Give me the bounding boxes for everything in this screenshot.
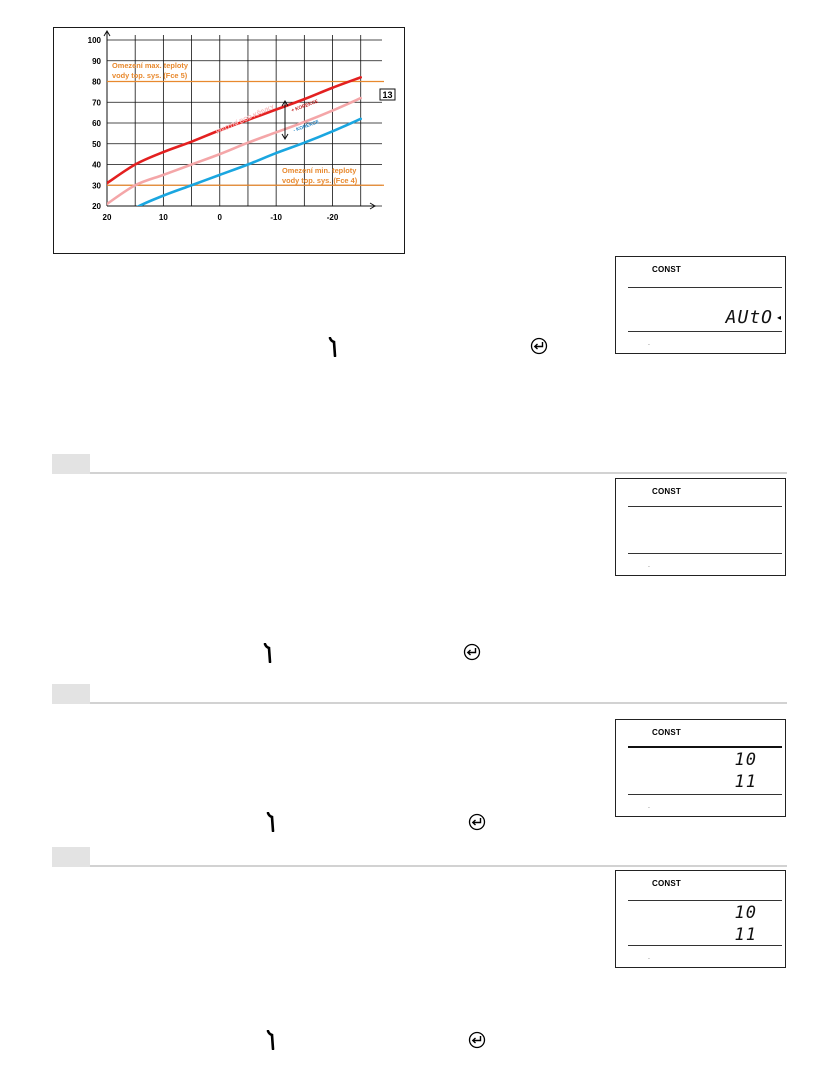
y-tick-label: 60 (92, 119, 101, 128)
display-const-label: CONST (652, 728, 681, 737)
display-divider (628, 506, 782, 507)
x-tick-label: -20 (326, 213, 339, 222)
wrench-icon (266, 812, 278, 832)
section-divider (52, 847, 787, 867)
wrench-icon (263, 643, 275, 663)
display-value-1: 10 (734, 750, 757, 770)
lcd-display-2 (615, 478, 786, 576)
display-value-1: 10 (734, 903, 757, 923)
display-divider (628, 553, 782, 554)
x-tick-label: -10 (270, 213, 282, 222)
min-limit-label-2: vody top. sys. (Fce 4) (282, 176, 358, 185)
figure-number-label: 13 (382, 90, 393, 100)
x-tick-label: 0 (217, 213, 222, 222)
y-tick-label: 90 (92, 56, 101, 66)
max-limit-label-1: Omezení max. teploty (112, 61, 188, 70)
section-rule (90, 865, 787, 867)
display-dot: . (648, 803, 650, 810)
y-tick-label: 30 (92, 181, 101, 191)
display-const-label: CONST (652, 265, 681, 274)
enter-icon (463, 643, 481, 661)
section-rule (90, 472, 787, 474)
display-divider (628, 900, 782, 901)
min-limit-label-1: Omezení min. teploty (282, 166, 357, 175)
display-const-label: CONST (652, 487, 681, 496)
display-divider (628, 331, 782, 332)
section-tab (52, 684, 90, 704)
lcd-display-4 (615, 870, 786, 968)
display-dot: . (648, 954, 650, 961)
y-tick-label: 20 (92, 202, 101, 211)
y-tick-label: 100 (87, 36, 101, 45)
arrow-left-icon: ◂ (776, 313, 781, 322)
section-rule (90, 702, 787, 704)
max-limit-label-2: vody top. sys. (Fce 5) (112, 71, 188, 80)
curves-group (107, 77, 361, 226)
lcd-display-1 (615, 256, 786, 354)
section-divider (52, 454, 787, 474)
y-tick-label: 40 (92, 160, 101, 170)
display-value-2: 11 (734, 772, 757, 792)
display-divider (628, 287, 782, 288)
x-tick-label: 20 (102, 213, 112, 222)
minus-correction-label: - KOREKCE (292, 119, 320, 134)
plus-correction-label: + KOREKCE (290, 99, 320, 114)
wrench-icon (266, 1030, 278, 1050)
section-divider (52, 684, 787, 704)
section-tab (52, 454, 90, 474)
section-tab (52, 847, 90, 867)
enter-icon (530, 337, 548, 355)
curve-series-2 (107, 98, 361, 204)
enter-icon (468, 1031, 486, 1049)
chart-svg (54, 28, 406, 255)
lcd-display-3 (615, 719, 786, 817)
display-dot: . (648, 562, 650, 569)
display-divider (628, 794, 782, 795)
y-tick-label: 80 (92, 77, 101, 87)
display-divider (628, 945, 782, 946)
wrench-icon (328, 337, 340, 357)
enter-icon (468, 813, 486, 831)
display-divider (628, 746, 782, 748)
pivot-label: PIVOTNÍ BOD KŘIVKY (215, 104, 276, 136)
display-dot: . (648, 340, 650, 347)
y-tick-label: 70 (92, 98, 101, 108)
display-value: AUtO (725, 307, 773, 328)
y-tick-label: 50 (92, 139, 101, 149)
display-const-label: CONST (652, 879, 681, 888)
x-tick-label: 10 (158, 213, 168, 222)
heating-curve-chart (53, 27, 405, 254)
display-value-2: 11 (734, 925, 757, 945)
